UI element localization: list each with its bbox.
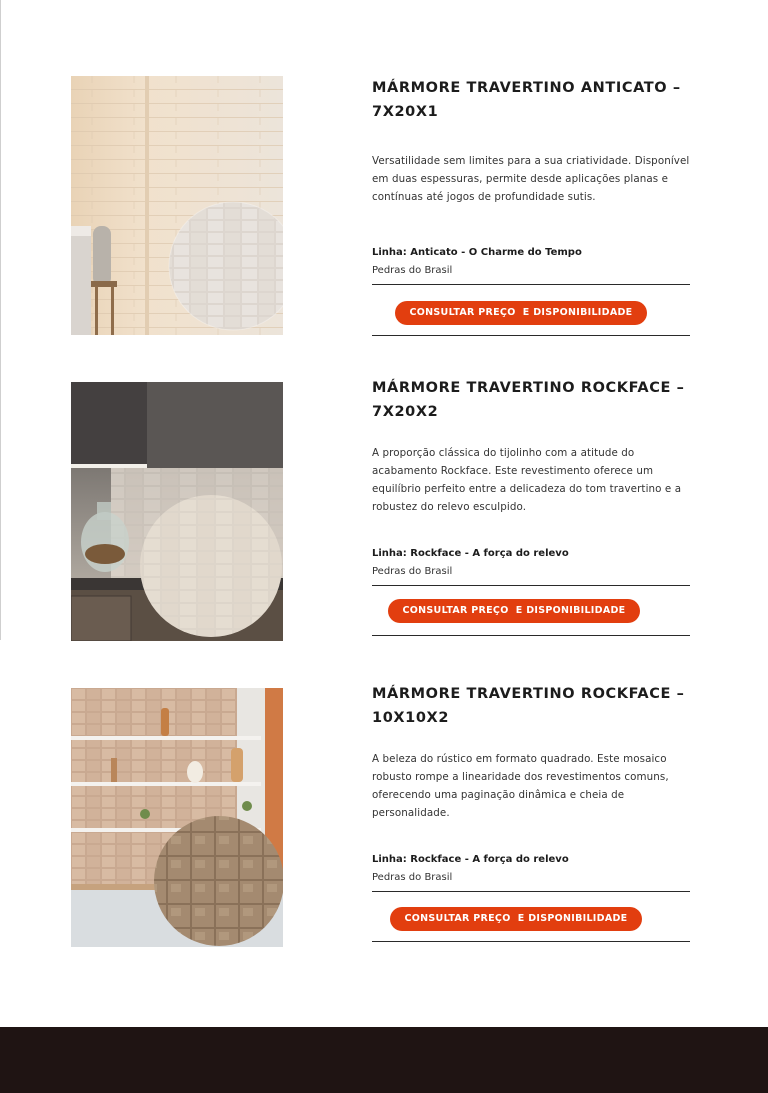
product-brand: Pedras do Brasil <box>372 566 453 577</box>
product-card-rockface-10x10 <box>0 688 768 950</box>
product-line-label: Linha: Rockface - A força do relevo <box>372 854 569 865</box>
check-price-availability-button[interactable]: CONSULTAR PREÇO E DISPONIBILIDADE <box>388 599 640 623</box>
divider <box>372 635 690 636</box>
check-price-availability-button[interactable]: CONSULTAR PREÇO E DISPONIBILIDADE <box>390 907 642 931</box>
product-description: A beleza do rústico em formato quadrado. Este mosaico robusto rompe a linearidade dos revestimentos comuns, oferecendo uma paginação dinâmica e cheia de personalidade. <box>372 753 669 819</box>
product-brand: Pedras do Brasil <box>372 872 453 883</box>
divider <box>372 941 690 942</box>
product-card-rockface-7x20 <box>0 382 768 644</box>
product-line-label: Linha: Rockface - A força do relevo <box>372 548 569 559</box>
divider <box>372 335 690 336</box>
product-title: MÁRMORE TRAVERTINO ROCKFACE – 7X20X2 <box>372 380 685 420</box>
product-photo-anticato <box>71 76 283 335</box>
product-title: MÁRMORE TRAVERTINO ANTICATO – 7X20X1 <box>372 80 681 120</box>
product-photo-rockface-10x10 <box>71 688 283 947</box>
product-description: A proporção clássica do tijolinho com a atitude do acabamento Rockface. Este revestimento oferece um equilíbrio perfeito entre a delicadeza do tom travertino e a robustez do relevo esculpido. <box>372 447 682 513</box>
travertine-anticato-wall-photo <box>71 76 283 335</box>
divider <box>372 585 690 586</box>
product-photo-rockface-7x20 <box>71 382 283 641</box>
check-price-availability-button[interactable]: CONSULTAR PREÇO E DISPONIBILIDADE <box>395 301 647 325</box>
page-footer <box>0 1027 768 1093</box>
product-title: MÁRMORE TRAVERTINO ROCKFACE – 10X10X2 <box>372 686 685 726</box>
product-card-anticato <box>0 76 768 338</box>
divider <box>372 284 690 285</box>
product-description: Versatilidade sem limites para a sua criatividade. Disponível em duas espessuras, permite desde aplicações planas e contínuas até jogos de profundidade sutis. <box>372 155 690 203</box>
travertine-mosaic-shelves-photo <box>71 688 283 947</box>
product-line-label: Linha: Anticato - O Charme do Tempo <box>372 247 582 258</box>
product-info-rockface-10x10 <box>372 682 690 944</box>
product-info-anticato <box>372 76 690 338</box>
travertine-rockface-kitchen-photo <box>71 382 283 641</box>
product-info-rockface-7x20 <box>372 376 690 638</box>
divider <box>372 891 690 892</box>
product-brand: Pedras do Brasil <box>372 265 453 276</box>
